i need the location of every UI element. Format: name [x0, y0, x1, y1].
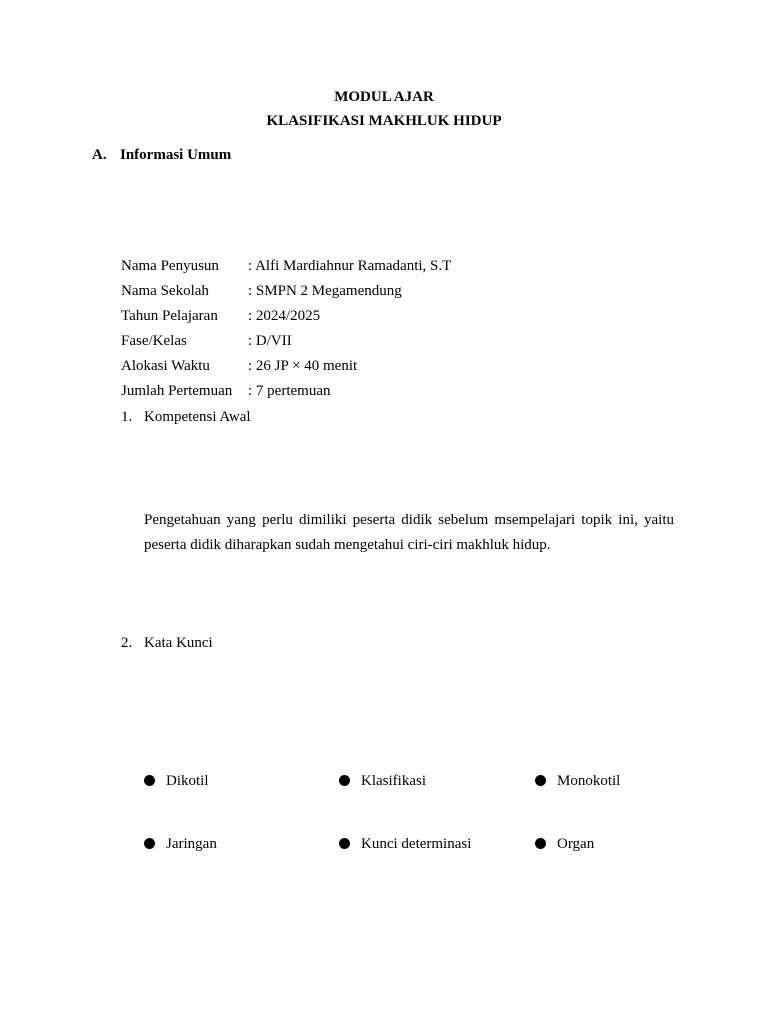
keyword-item [535, 772, 620, 790]
info-label: Jumlah Pertemuan [121, 383, 233, 399]
keyword-label: Jaringan [166, 836, 217, 852]
info-value: : Alfi Mardiahnur Ramadanti, S.T [248, 258, 452, 274]
info-row-tahun-pelajaran [121, 307, 320, 325]
info-label: Nama Penyusun [121, 258, 219, 274]
info-value: : D/VII [248, 333, 292, 349]
info-row-alokasi-waktu [121, 357, 357, 375]
keyword-label: Dikotil [166, 773, 209, 789]
document-title: MODUL AJAR [334, 89, 434, 105]
document-subtitle: KLASIFIKASI MAKHLUK HIDUP [266, 113, 502, 129]
info-row-nama-penyusun [121, 257, 451, 275]
info-label: Fase/Kelas [121, 333, 187, 349]
section-heading-a [92, 146, 231, 164]
info-row-nama-sekolah [121, 282, 402, 300]
keyword-label: Organ [557, 836, 595, 852]
info-label: Tahun Pelajaran [121, 308, 218, 324]
bullet-icon [339, 838, 350, 849]
keyword-item [535, 835, 594, 853]
bullet-icon [144, 775, 155, 786]
bullet-icon [535, 775, 546, 786]
list-number: 2. [121, 635, 133, 651]
keyword-label: Kunci determinasi [361, 836, 472, 852]
bullet-icon [535, 838, 546, 849]
info-value: : 2024/2025 [248, 308, 321, 324]
list-heading: Kompetensi Awal [144, 409, 251, 425]
keyword-item [339, 835, 471, 853]
info-label: Alokasi Waktu [121, 358, 210, 374]
info-label: Nama Sekolah [121, 283, 209, 299]
bullet-icon [144, 838, 155, 849]
paragraph-kompetensi-awal: Pengetahuan yang perlu dimiliki peserta didik sebelum msempelajari topik ini, yaitu peserta didik diharapkan sudah mengetahui ciri-ciri makhluk hidup. [144, 512, 674, 553]
info-row-jumlah-pertemuan [121, 382, 330, 400]
keyword-item [339, 772, 426, 790]
bullet-icon [339, 775, 350, 786]
info-value: : 26 JP × 40 menit [248, 358, 358, 374]
list-item-kata-kunci [121, 634, 213, 652]
keyword-label: Klasifikasi [361, 773, 426, 789]
section-number: A. [92, 147, 107, 163]
info-value: : 7 pertemuan [248, 383, 331, 399]
keyword-item [144, 835, 217, 853]
info-row-fase-kelas [121, 332, 292, 350]
keyword-label: Monokotil [557, 773, 621, 789]
keyword-item [144, 772, 209, 790]
info-value: : SMPN 2 Megamendung [248, 283, 402, 299]
section-title: Informasi Umum [120, 147, 232, 163]
list-number: 1. [121, 409, 133, 425]
list-item-kompetensi-awal [121, 408, 251, 426]
list-heading: Kata Kunci [144, 635, 213, 651]
